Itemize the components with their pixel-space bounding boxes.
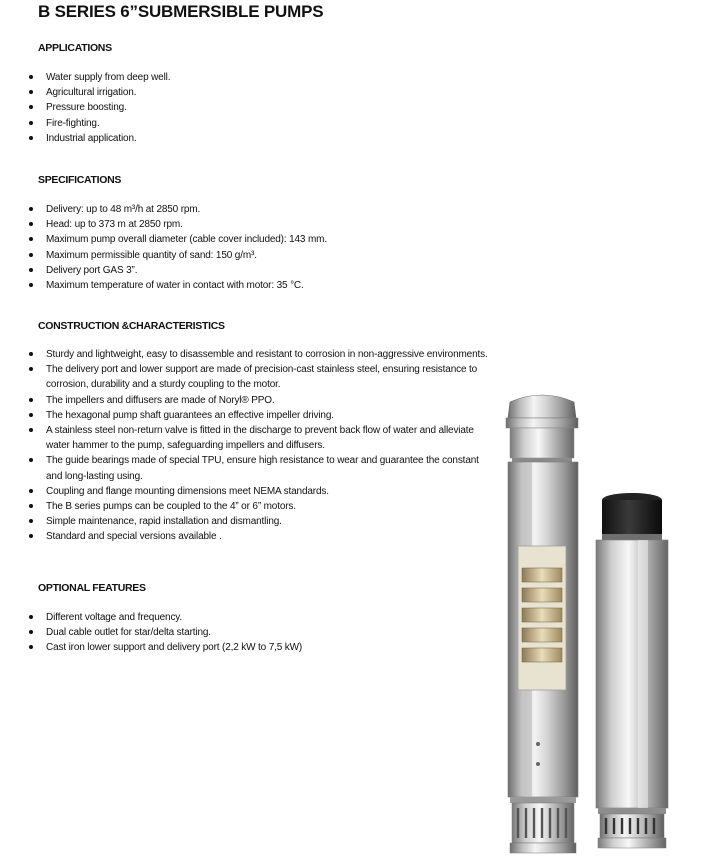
list-item: The B series pumps can be coupled to the 4” or 6” motors. xyxy=(22,499,490,514)
list-item: Different voltage and frequency. xyxy=(22,610,492,625)
list-item: Head: up to 373 m at 2850 rpm. xyxy=(22,217,492,232)
construction-heading: CONSTRUCTION &CHARACTERISTICS xyxy=(38,320,225,332)
specifications-heading: SPECIFICATIONS xyxy=(38,174,122,186)
list-item: The guide bearings made of special TPU, ensure high resistance to wear and guarantee the constant and long-lasting using. xyxy=(22,453,490,483)
optional-features-heading: OPTIONAL FEATURES xyxy=(38,582,146,594)
list-item: The hexagonal pump shaft guarantees an effective impeller driving. xyxy=(22,408,490,423)
page-title: B SERIES 6”SUBMERSIBLE PUMPS xyxy=(38,2,324,21)
list-item: Maximum temperature of water in contact with motor: 35 °C. xyxy=(22,278,492,293)
specifications-list xyxy=(22,202,492,293)
list-item: Fire-fighting. xyxy=(22,116,492,131)
list-item: Maximum pump overall diameter (cable cover included): 143 mm. xyxy=(22,232,492,247)
list-item: A stainless steel non-return valve is fitted in the discharge to prevent back flow of water and alleviate water hammer to the pump, safeguarding impellers and diffusers. xyxy=(22,423,490,453)
list-item: Delivery: up to 48 m³/h at 2850 rpm. xyxy=(22,202,492,217)
pump-product-image xyxy=(488,388,720,867)
list-item: Sturdy and lightweight, easy to disassemble and resistant to corrosion in non-aggressive environments. xyxy=(22,347,490,362)
list-item: The delivery port and lower support are made of precision-cast stainless steel, ensuring resistance to corrosion, durability and a sturdy coupling to the motor. xyxy=(22,362,490,392)
list-item: Pressure boosting. xyxy=(22,100,492,115)
list-item: Delivery port GAS 3”. xyxy=(22,263,492,278)
list-item: Coupling and flange mounting dimensions meet NEMA standards. xyxy=(22,484,490,499)
pump-left xyxy=(506,395,578,853)
list-item: Dual cable outlet for star/delta starting. xyxy=(22,625,492,640)
pump-right xyxy=(596,493,668,848)
list-item: Industrial application. xyxy=(22,131,492,146)
list-item: Water supply from deep well. xyxy=(22,70,492,85)
applications-heading: APPLICATIONS xyxy=(38,42,112,54)
list-item: Simple maintenance, rapid installation and dismantling. xyxy=(22,514,490,529)
applications-list xyxy=(22,70,492,146)
list-item: Standard and special versions available . xyxy=(22,529,490,544)
optional-features-list xyxy=(22,610,492,656)
construction-list xyxy=(22,347,490,545)
list-item: Maximum permissible quantity of sand: 150 g/m³. xyxy=(22,248,492,263)
list-item: Agricultural irrigation. xyxy=(22,85,492,100)
list-item: Cast iron lower support and delivery port (2,2 kW to 7,5 kW) xyxy=(22,640,492,655)
list-item: The impellers and diffusers are made of Noryl® PPO. xyxy=(22,393,490,408)
